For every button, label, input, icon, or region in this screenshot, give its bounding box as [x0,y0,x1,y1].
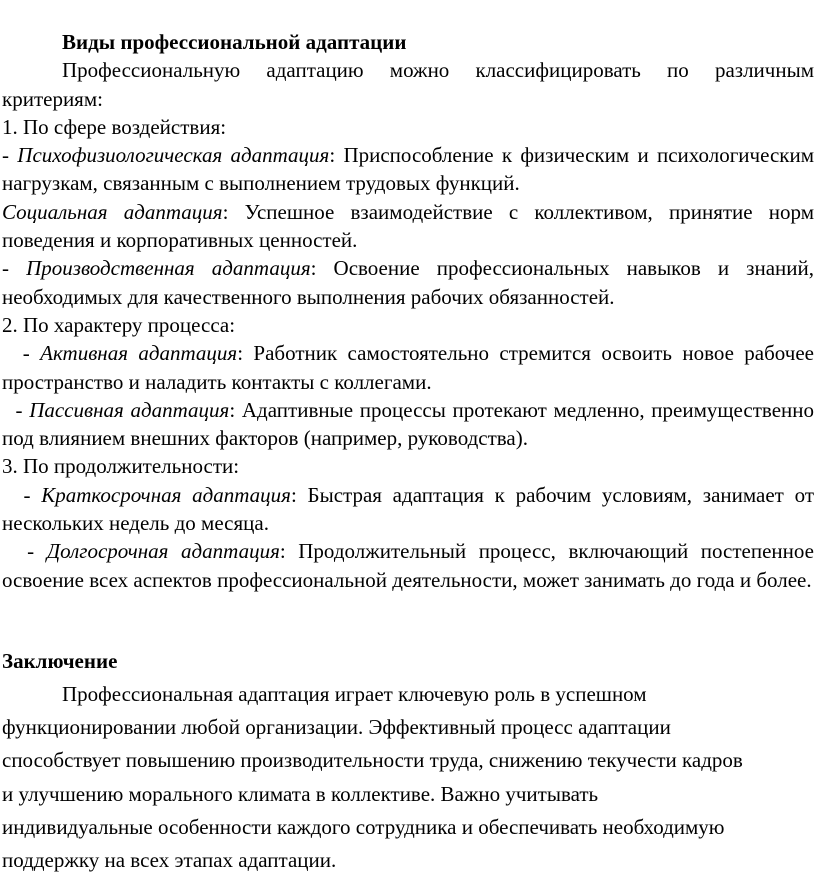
list-item [2,198,814,255]
item-term: Краткосрочная адаптация [41,482,291,507]
section-title: Виды профессиональной адаптации [62,30,407,54]
item-prefix: - [2,482,42,507]
item-term: Активная адаптация [40,341,238,366]
item-prefix: - [2,397,30,422]
item-term: Психофизиологическая адаптация [17,143,330,168]
item-text: : Освоение профессиональных навыков и знаний, необходимых для качественного выполнения рабочих обязанностей. [2,256,814,309]
list-item [2,339,814,396]
item-text: : Работник самостоятельно стремится освоить новое рабочее пространство и наладить контакты с коллегами. [2,341,814,394]
list-item [2,537,814,594]
group-heading-1: 1. По сфере воздействия: [2,114,227,139]
item-term: Пассивная адаптация [29,397,230,422]
item-text: : Адаптивные процессы протекают медленно, преимущественно под влиянием внешних факторов (например, руководства). [2,397,814,451]
item-term: Производственная адаптация [26,256,311,281]
group-heading-2: 2. По характеру процесса: [2,312,236,337]
adaptation-types-section [2,28,814,594]
item-term: Долгосрочная адаптация [46,539,280,564]
list-item [2,396,814,453]
conclusion-paragraph: Профессиональная адаптация играет ключевую роль в успешном функционировании любой организации. Эффективный процесс адаптации способствует повышению производительности труда, снижению текучести кадров и улучшению морального климата в коллективе. Важно учитывать индивидуальные особенности каждого сотрудника и обеспечивать необходимую поддержку на всех этапах адаптации. [2,682,743,873]
conclusion-section [2,647,814,877]
item-prefix: - [2,143,18,168]
item-prefix: - [2,256,27,281]
item-term: Социальная адаптация [2,199,223,224]
item-prefix: - [2,539,47,564]
item-text: : Продолжительный процесс, включающий постепенное освоение всех аспектов профессиональной деятельности, может занимать до года и более. [2,539,814,592]
item-prefix: - [2,341,41,366]
list-item [2,481,814,538]
list-item [2,141,814,198]
item-text: : Успешное взаимодействие с коллективом, принятие норм поведения и корпоративных ценностей. [2,199,815,253]
intro-paragraph: Профессиональную адаптацию можно классифицировать по различным критериям: [2,58,814,111]
conclusion-title: Заключение [2,649,118,673]
group-heading-3: 3. По продолжительности: [2,454,240,479]
item-text: : Быстрая адаптация к рабочим условиям, занимает от нескольких недель до месяца. [2,482,814,536]
item-text: : Приспособление к физическим и психологическим нагрузкам, связанным с выполнением трудовых функций. [2,143,814,196]
list-item [2,254,814,311]
